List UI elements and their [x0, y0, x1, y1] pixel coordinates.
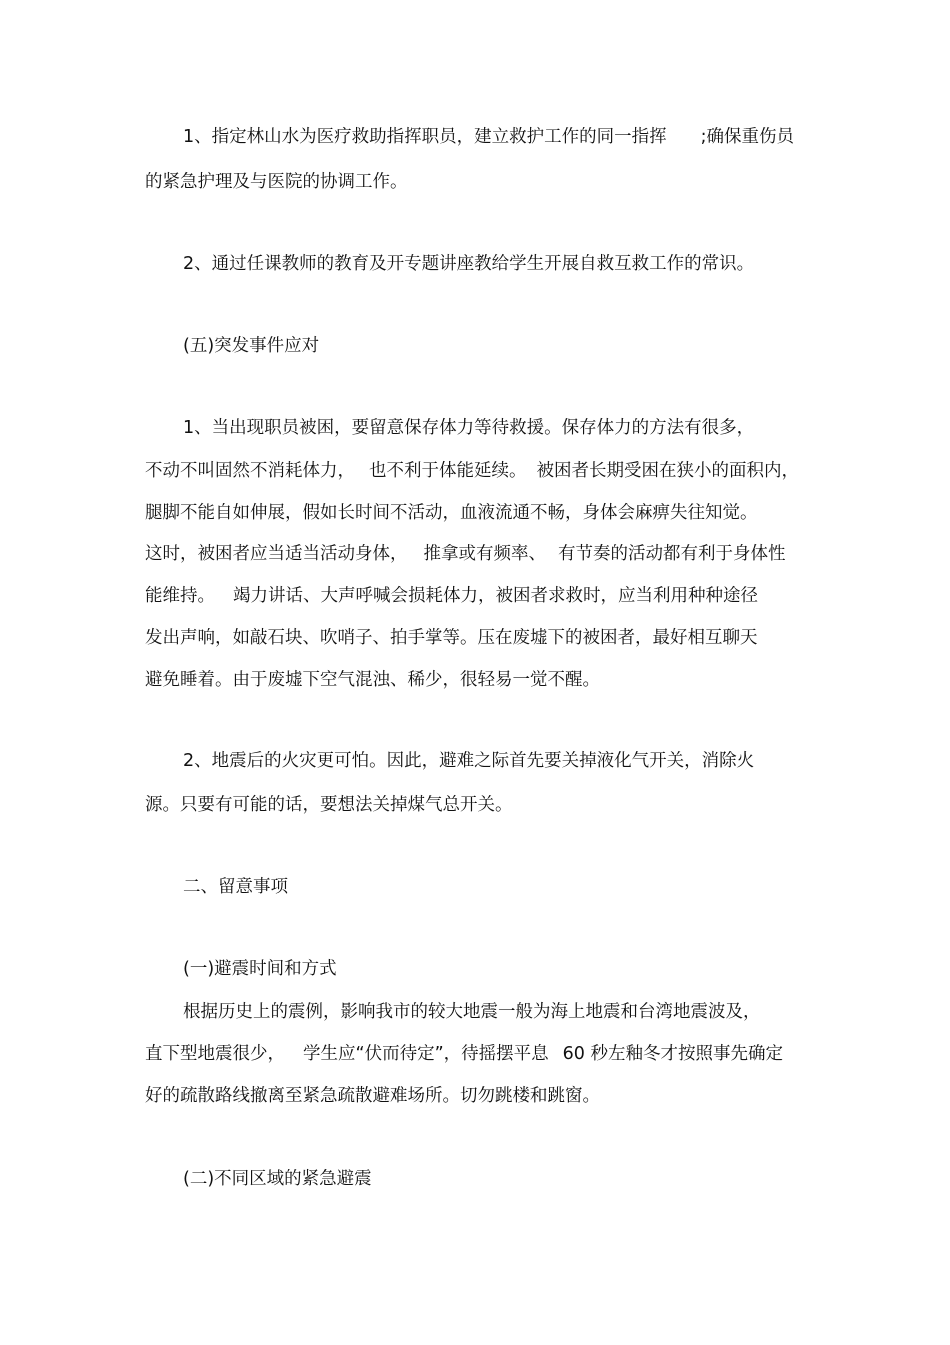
text-span: 这时，被困者应当适当活动身体，	[145, 544, 408, 564]
paragraph-line	[183, 126, 794, 148]
text-span: ;确保重伤员	[700, 127, 795, 147]
text-span: 不动不叫固然不消耗体力，	[145, 461, 355, 481]
text-span: 直下型地震很少，	[145, 1044, 285, 1064]
paragraph-line	[145, 460, 799, 482]
text-span: 1、指定林山水为医疗救助指挥职员，建立救护工作的同一指挥	[183, 127, 667, 147]
paragraph-line	[145, 585, 758, 607]
text-span: 被困者长期受困在狭小的面积内，	[536, 461, 799, 481]
section-heading: (一)避震时间和方式	[183, 959, 337, 979]
paragraph-line: 2、通过任课教师的教育及开专题讲座教给学生开展自救互救工作的常识。	[183, 254, 755, 274]
paragraph-line: 1、当出现职员被困，要留意保存体力等待救援。保存体力的方法有很多，	[183, 418, 755, 438]
text-span: 有节奏的活动都有利于身体性	[558, 544, 786, 564]
text-span: 推拿或有频率、	[423, 544, 546, 564]
paragraph-line: 腿脚不能自如伸展，假如长时间不活动，血液流通不畅，身体会麻痹失往知觉。	[145, 503, 758, 523]
paragraph-line	[145, 543, 786, 565]
paragraph-line: 好的疏散路线撤离至紧急疏散避难场所。切勿跳楼和跳窗。	[145, 1086, 600, 1106]
text-span: 60 秒左釉冬才按照事先确定	[562, 1044, 783, 1064]
paragraph-line	[145, 1043, 783, 1065]
text-span: 也不利于体能延续。	[369, 461, 527, 481]
section-heading: (五)突发事件应对	[183, 336, 320, 356]
paragraph-line: 根据历史上的震例，影响我市的较大地震一般为海上地震和台湾地震波及，	[183, 1002, 761, 1022]
paragraph-line: 2、地震后的火灾更可怕。因此，避难之际首先要关掉液化气开关，消除火	[183, 751, 755, 771]
section-heading: 二、留意事项	[183, 877, 288, 897]
text-span: 能维持。	[145, 586, 215, 606]
section-heading: (二)不同区域的紧急避震	[183, 1169, 372, 1189]
text-span: 学生应“伏而待定”，待摇摆平息	[303, 1044, 549, 1064]
paragraph-line: 避免睡着。由于废墟下空气混浊、稀少，很轻易一觉不醒。	[145, 670, 600, 690]
text-span: 竭力讲话、大声呼喊会损耗体力，被困者求救时，应当利用种种途径	[233, 586, 758, 606]
paragraph-line: 发出声响，如敲石块、吹哨子、拍手掌等。压在废墟下的被困者，最好相互聊天	[145, 628, 758, 648]
paragraph-line: 源。只要有可能的话，要想法关掉煤气总开关。	[145, 795, 513, 815]
paragraph-line: 的紧急护理及与医院的协调工作。	[145, 172, 408, 192]
